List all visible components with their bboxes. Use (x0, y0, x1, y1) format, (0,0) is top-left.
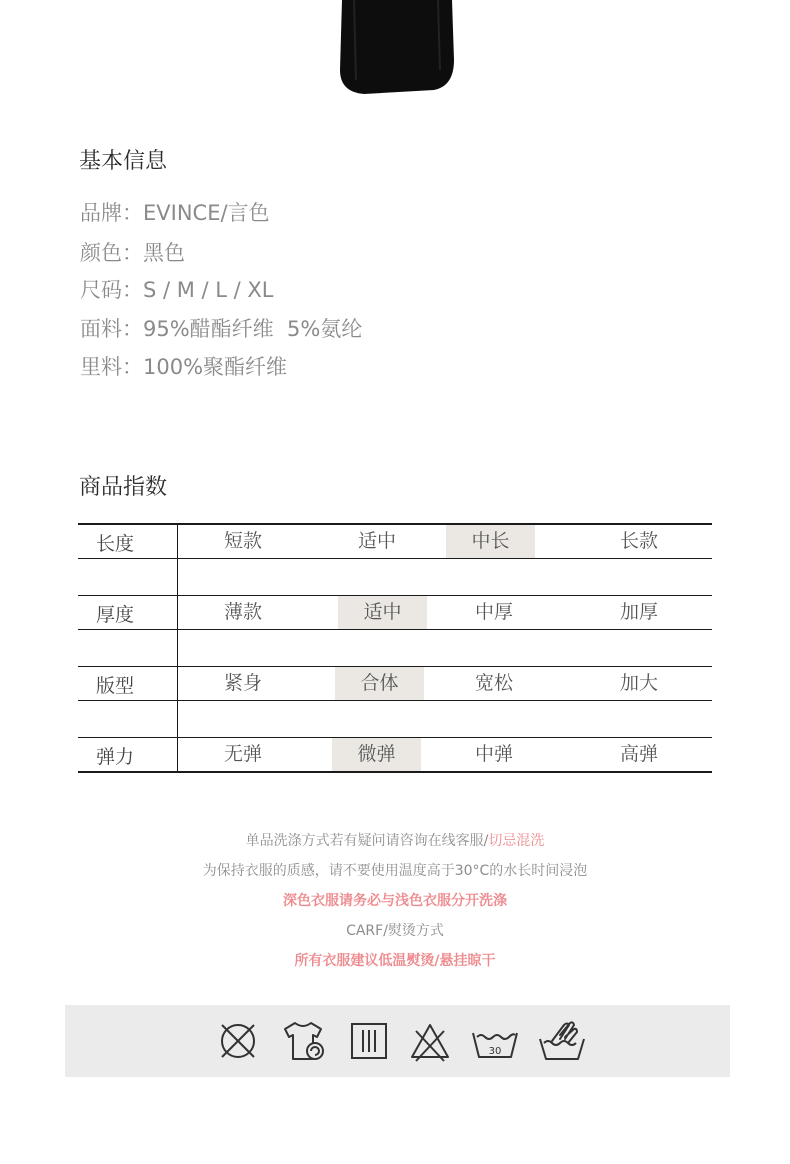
care-line-4: CARF/熨烫方式 (346, 923, 444, 939)
row-label: 长度 (95, 533, 134, 555)
care-line-5: 所有衣服建议低温熨烫/悬挂晾干 (294, 953, 496, 969)
option-cell: 加厚 (619, 601, 658, 623)
option-cell: 长款 (619, 530, 658, 552)
row-label: 厚度 (95, 604, 134, 626)
info-fabric: 面料：95%醋酯纤维 5%氨纶 (80, 317, 363, 341)
care-line-1-text: 单品洗涤方式若有疑问请咨询在线客服/ (245, 833, 489, 849)
option-cell: 紧身 (223, 672, 262, 694)
wash-temp-label: 30 (488, 1046, 502, 1057)
index-row-elasticity (78, 736, 712, 771)
info-size: 尺码：S / M / L / XL (80, 278, 274, 302)
option-cell-selected: 微弹 (332, 738, 421, 771)
basic-info-title: 基本信息 (79, 149, 168, 174)
product-index-title: 商品指数 (79, 475, 168, 500)
line-dry-icon (345, 1017, 393, 1065)
option-cell-selected: 适中 (338, 596, 427, 629)
wash-30-icon (471, 1017, 519, 1065)
option-cell: 中厚 (474, 601, 513, 623)
care-line-1 (0, 830, 790, 850)
care-symbols-bar (65, 1005, 730, 1077)
no-bleach-icon (406, 1017, 454, 1065)
row-label: 弹力 (95, 746, 134, 768)
option-cell: 薄款 (223, 601, 262, 623)
option-cell: 高弹 (619, 743, 658, 765)
care-line-1-highlight: 切忌混洗 (488, 833, 545, 849)
index-row-length (78, 523, 712, 558)
table-line (78, 558, 712, 559)
table-line (78, 700, 712, 701)
info-lining: 里料：100%聚酯纤维 (80, 355, 288, 379)
option-cell: 无弹 (223, 743, 262, 765)
info-brand: 品牌：EVINCE/言色 (80, 201, 270, 225)
option-cell: 宽松 (474, 672, 513, 694)
hand-wash-icon (538, 1017, 586, 1065)
option-cell-selected: 合体 (335, 667, 424, 700)
index-row-fit (78, 665, 712, 700)
option-cell: 加大 (619, 672, 658, 694)
garment-photo (334, 0, 460, 96)
info-color: 颜色：黑色 (80, 241, 185, 265)
no-tumble-dry-icon (214, 1017, 262, 1065)
care-line-3: 深色衣服请务必与浅色衣服分开洗涤 (283, 893, 507, 909)
option-cell: 短款 (223, 530, 262, 552)
row-label: 版型 (95, 675, 134, 697)
option-cell: 中弹 (474, 743, 513, 765)
option-cell: 适中 (357, 530, 396, 552)
no-iron-shirt-icon (279, 1017, 327, 1065)
option-cell-selected: 中长 (446, 525, 535, 558)
table-line (78, 629, 712, 630)
table-bottom-border (78, 771, 712, 773)
index-row-thickness (78, 594, 712, 629)
care-line-2: 为保持衣服的质感，请不要使用温度高于30°C的水长时间浸泡 (202, 863, 588, 879)
